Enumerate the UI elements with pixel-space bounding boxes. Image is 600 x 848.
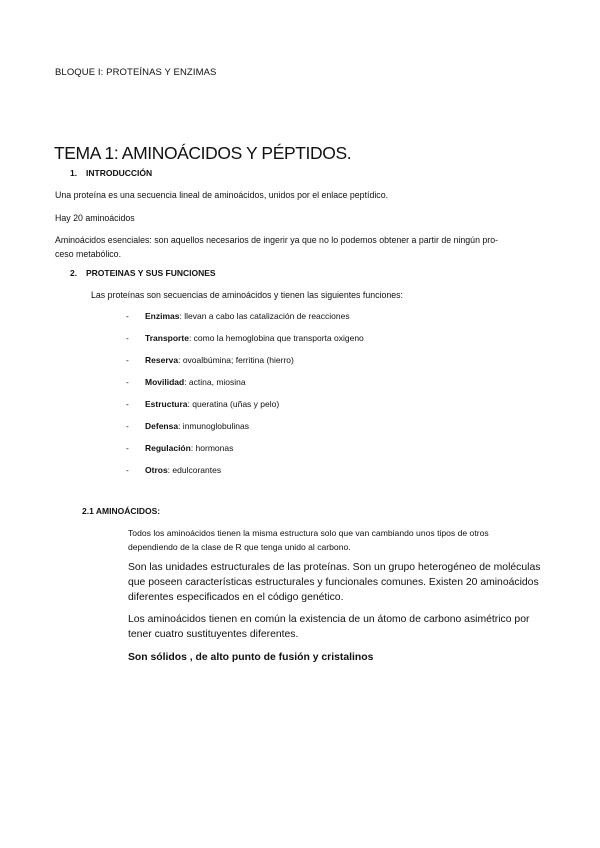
function-name: Estructura (145, 399, 188, 409)
list-dash: - (126, 377, 129, 387)
subsection-heading-aminoacidos: 2.1 AMINOÁCIDOS: (82, 506, 161, 516)
list-dash: - (126, 355, 129, 365)
function-name: Enzimas (145, 311, 180, 321)
section-heading-funciones: PROTEINAS Y SUS FUNCIONES (86, 268, 216, 278)
function-description: : llevan a cabo las catalización de reacciones (179, 311, 350, 321)
function-description: : inmunoglobulinas (178, 421, 249, 431)
section-number: 1. (70, 168, 78, 178)
function-name: Regulación (145, 443, 191, 453)
paragraph: Una proteína es una secuencia lineal de aminoácidos, unidos por el enlace peptídico. (55, 190, 389, 200)
paragraph-line: que poseen características estructurales y funcionales comunes. Existen 20 aminoácidos (128, 577, 539, 588)
function-name: Movilidad (145, 377, 185, 387)
block-title: BLOQUE I: PROTEÍNAS Y ENZIMAS (55, 67, 217, 78)
page-title: TEMA 1: AMINOÁCIDOS Y PÉPTIDOS. (54, 143, 352, 163)
paragraph-line: Los aminoácidos tienen en común la existencia de un átomo de carbono asimétrico por (128, 614, 530, 625)
section-number: 2. (70, 268, 78, 278)
function-description: : ovoalbúmina; ferritina (hierro) (178, 355, 294, 365)
list-dash: - (126, 333, 129, 343)
paragraph: Las proteínas son secuencias de aminoácidos y tienen las siguientes funciones: (91, 290, 403, 300)
function-description: : hormonas (190, 443, 234, 453)
paragraph-line: Aminoácidos esenciales: son aquellos necesarios de ingerir ya que no lo podemos obtener a partir de ningún pro- (55, 235, 499, 245)
paragraph-bold: Son sólidos , de alto punto de fusión y cristalinos (128, 652, 374, 663)
function-name: Otros (145, 465, 168, 475)
paragraph: Hay 20 aminoácidos (55, 213, 135, 223)
paragraph-line: dependiendo de la clase de R que tenga unido al carbono. (128, 542, 351, 552)
function-name: Transporte (145, 333, 189, 343)
function-description: : actina, miosina (184, 377, 246, 387)
list-dash: - (126, 421, 129, 431)
function-name: Reserva (145, 355, 179, 365)
paragraph-line: ceso metabólico. (55, 249, 122, 259)
paragraph-line: Todos los aminoácidos tienen la misma estructura solo que van cambiando unos tipos de otros (128, 528, 489, 538)
paragraph-line: tener cuatro sustituyentes diferentes. (128, 629, 299, 640)
function-description: : edulcorantes (167, 465, 222, 475)
function-name: Defensa (145, 421, 179, 431)
list-dash: - (126, 311, 129, 321)
paragraph-line: Son las unidades estructurales de las proteínas. Son un grupo heterogéneo de moléculas (128, 562, 541, 573)
paragraph-line: diferentes especificados en el código genético. (128, 592, 344, 603)
function-description: : queratina (uñas y pelo) (187, 399, 280, 409)
list-dash: - (126, 465, 129, 475)
section-heading-introduccion: INTRODUCCIÓN (86, 168, 153, 178)
function-description: : como la hemoglobina que transporta oxigeno (188, 333, 364, 343)
list-dash: - (126, 399, 129, 409)
list-dash: - (126, 443, 129, 453)
